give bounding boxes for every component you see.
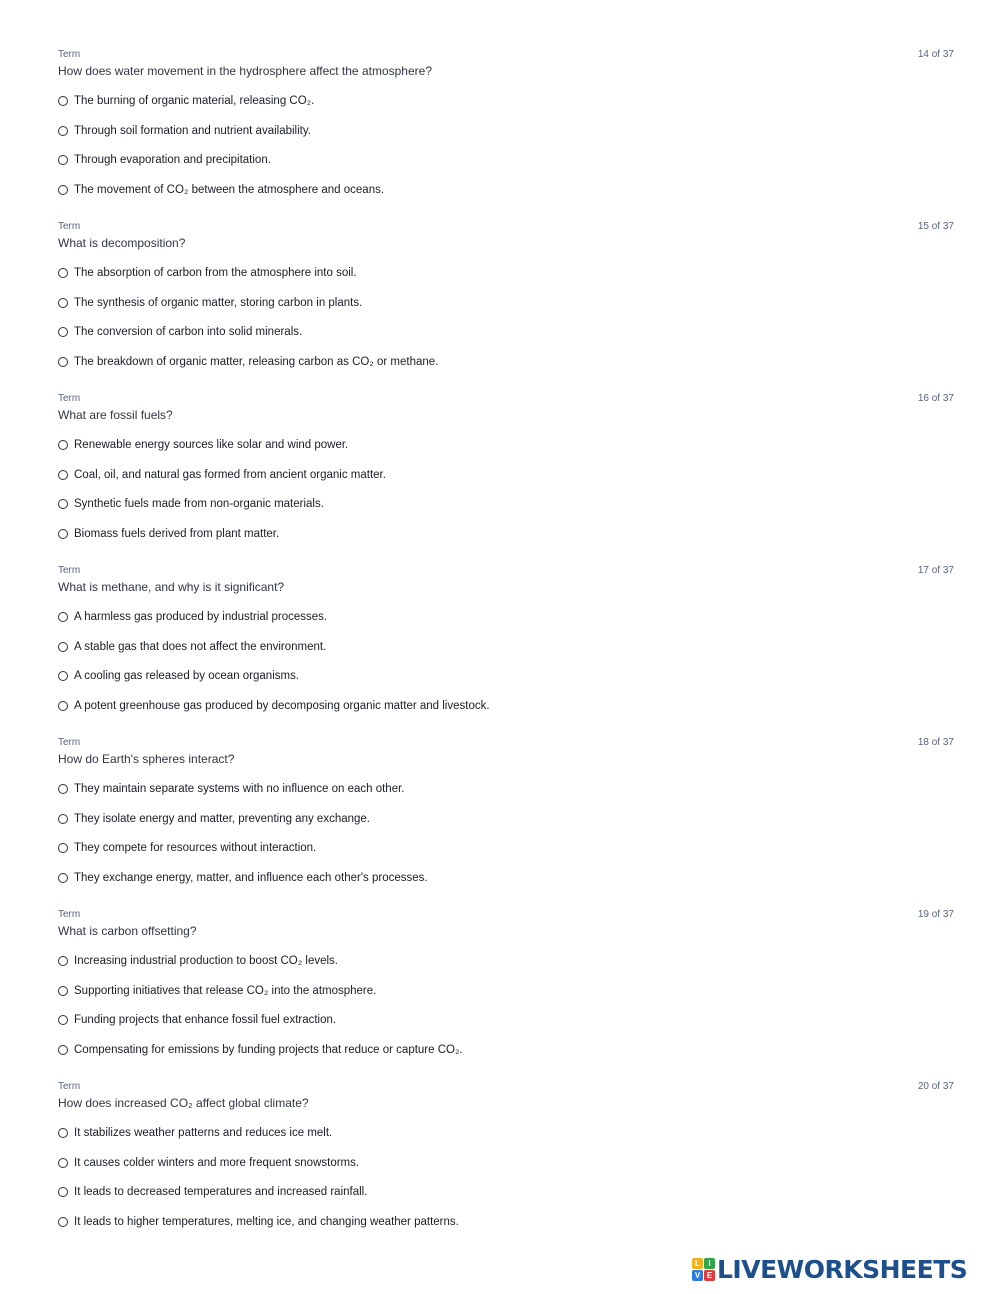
term-label: Term bbox=[58, 393, 81, 404]
answer-option[interactable] bbox=[58, 981, 463, 1001]
logo-tile: I bbox=[704, 1258, 715, 1269]
radio-button-icon[interactable] bbox=[58, 986, 68, 996]
answer-option[interactable] bbox=[58, 1212, 459, 1232]
answer-option-label: The breakdown of organic matter, releasing carbon as CO₂ or methane. bbox=[74, 355, 439, 368]
question-counter: 20 of 37 bbox=[917, 1081, 954, 1092]
radio-button-icon[interactable] bbox=[58, 814, 68, 824]
question-counter: 16 of 37 bbox=[917, 393, 954, 404]
radio-button-icon[interactable] bbox=[58, 357, 68, 367]
answer-option-label: Biomass fuels derived from plant matter. bbox=[74, 527, 280, 540]
answer-option[interactable] bbox=[58, 435, 386, 455]
answer-options bbox=[58, 779, 428, 897]
answer-option[interactable] bbox=[58, 1123, 459, 1143]
question-counter: 14 of 37 bbox=[917, 49, 954, 60]
answer-option-label: The movement of CO₂ between the atmosphere and oceans. bbox=[74, 183, 385, 196]
radio-button-icon[interactable] bbox=[58, 784, 68, 794]
answer-options bbox=[58, 607, 490, 725]
term-label: Term bbox=[58, 565, 81, 576]
radio-button-icon[interactable] bbox=[58, 956, 68, 966]
term-label: Term bbox=[58, 737, 81, 748]
answer-options bbox=[58, 91, 384, 209]
radio-button-icon[interactable] bbox=[58, 440, 68, 450]
question-counter: 17 of 37 bbox=[917, 565, 954, 576]
question-card bbox=[58, 908, 954, 1080]
answer-option-label: A potent greenhouse gas produced by decomposing organic matter and livestock. bbox=[74, 699, 490, 712]
answer-option-label: Through soil formation and nutrient availability. bbox=[74, 124, 311, 137]
answer-option[interactable] bbox=[58, 838, 428, 858]
radio-button-icon[interactable] bbox=[58, 126, 68, 136]
answer-option-label: They exchange energy, matter, and influence each other's processes. bbox=[74, 871, 428, 884]
answer-option[interactable] bbox=[58, 951, 463, 971]
radio-button-icon[interactable] bbox=[58, 701, 68, 711]
answer-options bbox=[58, 263, 438, 381]
answer-option[interactable] bbox=[58, 465, 386, 485]
question-card bbox=[58, 48, 954, 220]
answer-option[interactable] bbox=[58, 293, 438, 313]
answer-option[interactable] bbox=[58, 868, 428, 888]
answer-option[interactable] bbox=[58, 494, 386, 514]
radio-button-icon[interactable] bbox=[58, 185, 68, 195]
answer-option-label: Increasing industrial production to boost CO₂ levels. bbox=[74, 955, 338, 967]
term-label: Term bbox=[58, 221, 81, 232]
answer-option[interactable] bbox=[58, 352, 438, 372]
radio-button-icon[interactable] bbox=[58, 298, 68, 308]
question-text: What is decomposition? bbox=[58, 236, 186, 250]
question-counter: 18 of 37 bbox=[917, 737, 954, 748]
answer-option-label: Compensating for emissions by funding projects that reduce or capture CO₂. bbox=[74, 1043, 463, 1056]
answer-option-label: Funding projects that enhance fossil fuel extraction. bbox=[74, 1014, 337, 1026]
radio-button-icon[interactable] bbox=[58, 268, 68, 278]
answer-option[interactable] bbox=[58, 1182, 459, 1202]
answer-option[interactable] bbox=[58, 121, 384, 141]
radio-button-icon[interactable] bbox=[58, 873, 68, 883]
question-text: What is carbon offsetting? bbox=[58, 924, 197, 938]
logo-wordmark: LIVEWORKSHEETS bbox=[717, 1254, 968, 1284]
question-card bbox=[58, 1080, 954, 1252]
live-logo-icon bbox=[692, 1258, 715, 1281]
answer-option-label: Supporting initiatives that release CO₂ into the atmosphere. bbox=[74, 984, 377, 997]
radio-button-icon[interactable] bbox=[58, 1128, 68, 1138]
liveworksheets-logo bbox=[692, 1253, 967, 1285]
logo-tile: E bbox=[704, 1270, 715, 1281]
question-card bbox=[58, 736, 954, 908]
answer-option-label: The conversion of carbon into solid minerals. bbox=[74, 326, 303, 338]
answer-option-label: They maintain separate systems with no influence on each other. bbox=[74, 783, 405, 795]
term-label: Term bbox=[58, 1081, 81, 1092]
radio-button-icon[interactable] bbox=[58, 642, 68, 652]
answer-option-label: Renewable energy sources like solar and wind power. bbox=[74, 439, 349, 451]
radio-button-icon[interactable] bbox=[58, 96, 68, 106]
answer-option-label: They isolate energy and matter, preventing any exchange. bbox=[74, 812, 370, 825]
answer-option[interactable] bbox=[58, 1040, 463, 1060]
radio-button-icon[interactable] bbox=[58, 327, 68, 337]
answer-option[interactable] bbox=[58, 696, 490, 716]
question-counter: 19 of 37 bbox=[917, 909, 954, 920]
answer-option-label: They compete for resources without interaction. bbox=[74, 842, 317, 854]
radio-button-icon[interactable] bbox=[58, 1045, 68, 1055]
answer-option[interactable] bbox=[58, 779, 428, 799]
answer-option[interactable] bbox=[58, 1010, 463, 1030]
radio-button-icon[interactable] bbox=[58, 529, 68, 539]
answer-option[interactable] bbox=[58, 150, 384, 170]
answer-option[interactable] bbox=[58, 180, 384, 200]
answer-option[interactable] bbox=[58, 322, 438, 342]
term-label: Term bbox=[58, 49, 81, 60]
answer-option-label: It stabilizes weather patterns and reduces ice melt. bbox=[74, 1127, 333, 1139]
answer-option-label: Coal, oil, and natural gas formed from ancient organic matter. bbox=[74, 468, 386, 481]
question-card bbox=[58, 392, 954, 564]
radio-button-icon[interactable] bbox=[58, 1015, 68, 1025]
radio-button-icon[interactable] bbox=[58, 1158, 68, 1168]
answer-option[interactable] bbox=[58, 666, 490, 686]
answer-option-label: It leads to decreased temperatures and increased rainfall. bbox=[74, 1186, 368, 1198]
answer-option[interactable] bbox=[58, 809, 428, 829]
radio-button-icon[interactable] bbox=[58, 470, 68, 480]
answer-option[interactable] bbox=[58, 263, 438, 283]
answer-option[interactable] bbox=[58, 607, 490, 627]
question-text: How do Earth's spheres interact? bbox=[58, 752, 235, 766]
question-text: What is methane, and why is it significant? bbox=[58, 580, 285, 594]
question-text: What are fossil fuels? bbox=[58, 408, 173, 422]
answer-option-label: A harmless gas produced by industrial processes. bbox=[74, 611, 328, 623]
question-card bbox=[58, 220, 954, 392]
answer-option-label: Synthetic fuels made from non-organic materials. bbox=[74, 498, 324, 510]
answer-option-label: It leads to higher temperatures, melting ice, and changing weather patterns. bbox=[74, 1215, 459, 1228]
radio-button-icon[interactable] bbox=[58, 499, 68, 509]
answer-option-label: A cooling gas released by ocean organisms. bbox=[74, 670, 300, 682]
answer-options bbox=[58, 435, 386, 553]
question-text: How does increased CO₂ affect global climate? bbox=[58, 1096, 309, 1110]
answer-option[interactable] bbox=[58, 637, 490, 657]
answer-option-label: A stable gas that does not affect the environment. bbox=[74, 640, 327, 653]
radio-button-icon[interactable] bbox=[58, 1217, 68, 1227]
logo-tile: L bbox=[692, 1258, 703, 1269]
radio-button-icon[interactable] bbox=[58, 155, 68, 165]
answer-option[interactable] bbox=[58, 91, 384, 111]
logo-tile: V bbox=[692, 1270, 703, 1281]
answer-option[interactable] bbox=[58, 524, 386, 544]
answer-options bbox=[58, 1123, 459, 1241]
answer-option-label: The burning of organic material, releasing CO₂. bbox=[74, 95, 315, 107]
answer-option[interactable] bbox=[58, 1153, 459, 1173]
question-text: How does water movement in the hydrosphere affect the atmosphere? bbox=[58, 64, 432, 78]
answer-option-label: Through evaporation and precipitation. bbox=[74, 154, 271, 166]
radio-button-icon[interactable] bbox=[58, 843, 68, 853]
answer-options bbox=[58, 951, 463, 1069]
term-label: Term bbox=[58, 909, 81, 920]
question-counter: 15 of 37 bbox=[917, 221, 954, 232]
radio-button-icon[interactable] bbox=[58, 612, 68, 622]
question-card bbox=[58, 564, 954, 736]
answer-option-label: It causes colder winters and more frequent snowstorms. bbox=[74, 1156, 360, 1169]
answer-option-label: The absorption of carbon from the atmosphere into soil. bbox=[74, 267, 357, 279]
answer-option-label: The synthesis of organic matter, storing carbon in plants. bbox=[74, 296, 363, 309]
radio-button-icon[interactable] bbox=[58, 1187, 68, 1197]
radio-button-icon[interactable] bbox=[58, 671, 68, 681]
